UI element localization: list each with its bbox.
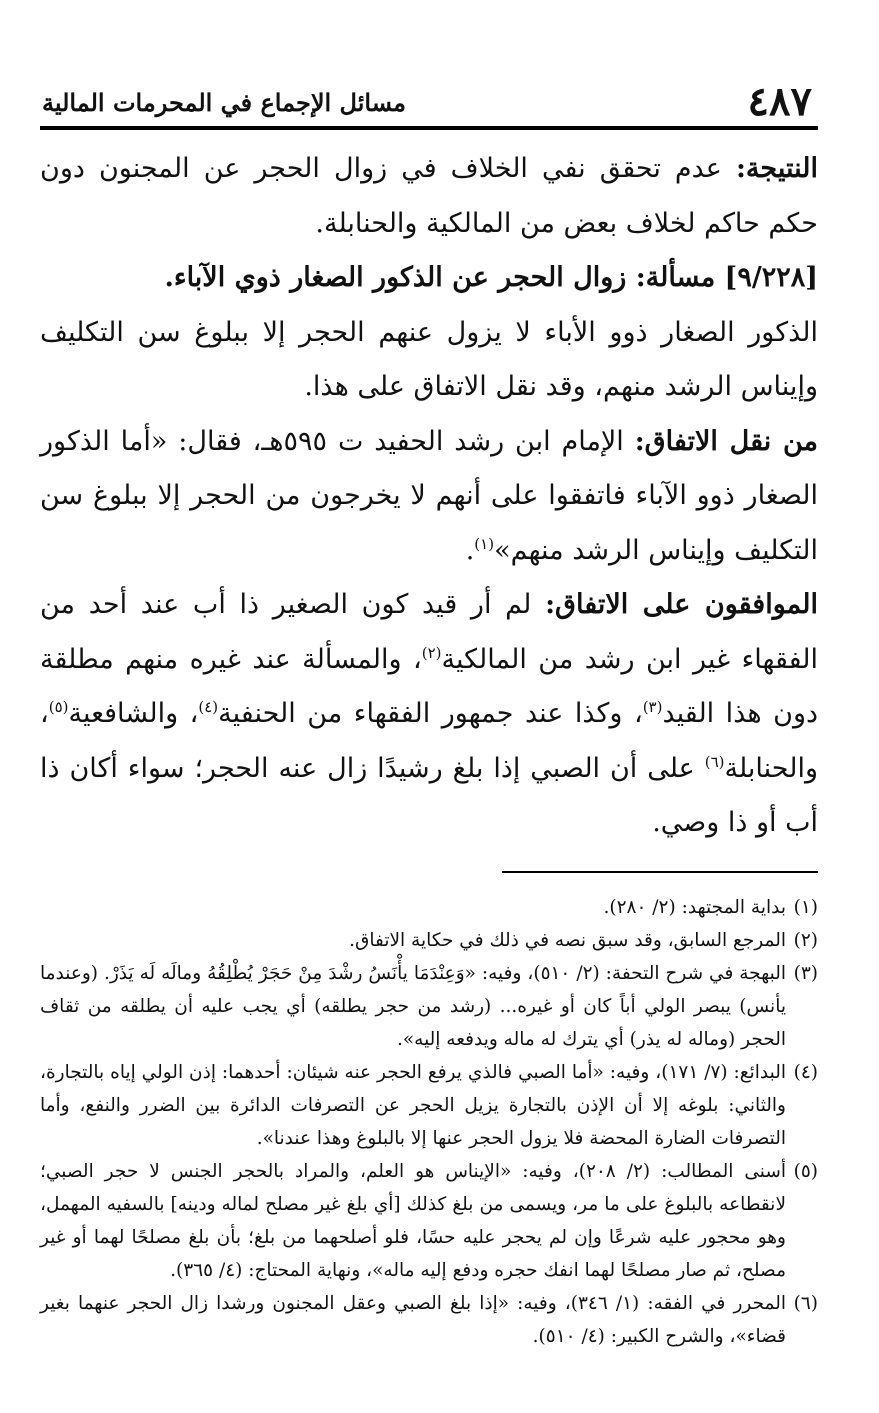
footnote <box>40 1155 818 1287</box>
agreeing-text-f: على أن الصبي إذا بلغ رشيدًا زال عنه الحجر؛ سواء أكان ذا أب أو ذا وصي. <box>40 752 818 838</box>
footnote-text: أسنى المطالب: (٢/ ٢٠٨)، وفيه: «الإيناس هو العلم، والمراد بالحجر الجنس لا حجر الصبي؛ لانقطاعه بالبلوغ على ما مر، ويسمى من بلغ كذلك [أي بلغ غير مصلح لماله ودينه] بالسفيه المهمل، وهو محجور عليه شرعًا وإن لم يحجر عليه حسًا، فلو أصلحهما من بلغ؛ بأن بلغ مصلحًا لهما أو غير مصلح، ثم صار مصلحًا لهما انفك حجره ودفع إليه ماله»، ونهاية المحتاج: (٤/ ٣٦٥). <box>40 1160 786 1281</box>
result-paragraph <box>40 142 818 251</box>
footnote-text: المرجع السابق، وقد سبق نصه في ذلك في حكاية الاتفاق. <box>349 929 786 951</box>
footnote-number: (٢) <box>793 929 818 951</box>
agreeing-text-d: ، والشافعية <box>68 698 199 729</box>
consensus-label: من نقل الاتفاق: <box>634 425 819 457</box>
consensus-end: . <box>465 534 475 566</box>
footnote-ref[interactable]: (٥) <box>48 698 69 716</box>
footnote-text: بداية المجتهد: (٢/ ٢٨٠). <box>603 896 786 918</box>
issue-heading: [٩/٢٢٨] مسألة: زوال الحجر عن الذكور الصغار ذوي الآباء. <box>164 262 818 293</box>
agreeing-paragraph <box>40 578 818 851</box>
footnotes <box>40 891 818 1353</box>
agreeing-text-a: لم أر قيد كون الصغير ذا أب عند أحد من الفقهاء غير ابن رشد من المالكية <box>40 589 819 675</box>
footnote-ref[interactable]: (١) <box>474 534 495 553</box>
footnote-number: (١) <box>793 896 818 918</box>
footnote <box>40 957 818 1056</box>
footnote-number: (٦) <box>793 1292 818 1314</box>
page-number: ٤٨٧ <box>747 78 812 125</box>
book-page <box>40 78 818 1353</box>
footnote-ref[interactable]: (٢) <box>421 643 442 662</box>
consensus-text: الإمام ابن رشد الحفيد ت ٥٩٥هـ، فقال: «أما الذكور الصغار ذوو الآباء فاتفقوا على أنهم لا يخرجون من الحجر إلا ببلوغ سن التكليف وإيناس الرشد منهم» <box>40 425 818 566</box>
agreeing-label: الموافقون على الاتفاق: <box>545 589 818 620</box>
footnote-text: البدائع: (٧/ ١٧١)، وفيه: «أما الصبي فالذي يرفع الحجر عنه شيئان: أحدهما: إذن الولي إياه بالتجارة، والثاني: بلوغه إلا أن الإذن بالتجارة يزيل الحجر عن التصرفات الدائرة بين الضرر والنفع، وأما التصرفات الضارة المحضة فلا يزول الحجر عنها إلا بالبلوغ وهذا عندنا». <box>40 1061 786 1149</box>
footnote <box>40 1056 818 1155</box>
main-text <box>40 142 818 851</box>
footnote-ref[interactable]: (٣) <box>642 698 663 716</box>
footnote-divider <box>502 871 818 873</box>
footnote <box>40 1287 818 1353</box>
footnote-ref[interactable]: (٤) <box>198 698 219 716</box>
page-header <box>40 78 818 130</box>
footnote <box>40 924 818 957</box>
agreeing-text-e: ، والحنابلة <box>40 698 818 784</box>
result-label: النتيجة: <box>735 153 818 184</box>
footnote-number: (٥) <box>793 1160 818 1182</box>
agreeing-text-b: ، والمسألة عند غيره منهم مطلقة دون هذا القيد <box>40 643 818 729</box>
footnote <box>40 891 818 924</box>
footnote-number: (٣) <box>793 962 818 984</box>
footnote-ref[interactable]: (٦) <box>704 752 725 771</box>
consensus-paragraph <box>40 415 818 579</box>
footnote-text: البهجة في شرح التحفة: (٢/ ٥١٠)، وفيه: «وَعِنْدَمَا يأْنَسُ رشْدَ مِنْ حَجَرْ يُطْلِقُهُ ومالَه لَه يَذَرْ. (وعندما يأنس) يبصر الولي أباً كان أو غيره... (رشد من حجر يطلقه) أي يجب عليه أن يطلقه من ثقاف الحجر (وماله له يذر) أي يترك له ماله ويدفعه إليه». <box>40 962 786 1050</box>
running-title: مسائل الإجماع في المحرمات المالية <box>42 88 406 117</box>
result-text: عدم تحقق نفي الخلاف في زوال الحجر عن المجنون دون حكم حاكم لخلاف بعض من المالكية والحنابلة. <box>40 153 818 239</box>
issue-statement: الذكور الصغار ذوو الأباء لا يزول عنهم الحجر إلا ببلوغ سن التكليف وإيناس الرشد منهم، وقد نقل الاتفاق على هذا. <box>40 316 818 402</box>
footnote-text: المحرر في الفقه: (١/ ٣٤٦)، وفيه: «إذا بلغ الصبي وعقل المجنون ورشدا زال الحجر عنهما بغير قضاء»، والشرح الكبير: (٤/ ٥١٠). <box>40 1292 786 1347</box>
footnote-number: (٤) <box>793 1061 818 1083</box>
agreeing-text-c: ، وكذا عند جمهور الفقهاء من الحنفية <box>218 698 643 729</box>
